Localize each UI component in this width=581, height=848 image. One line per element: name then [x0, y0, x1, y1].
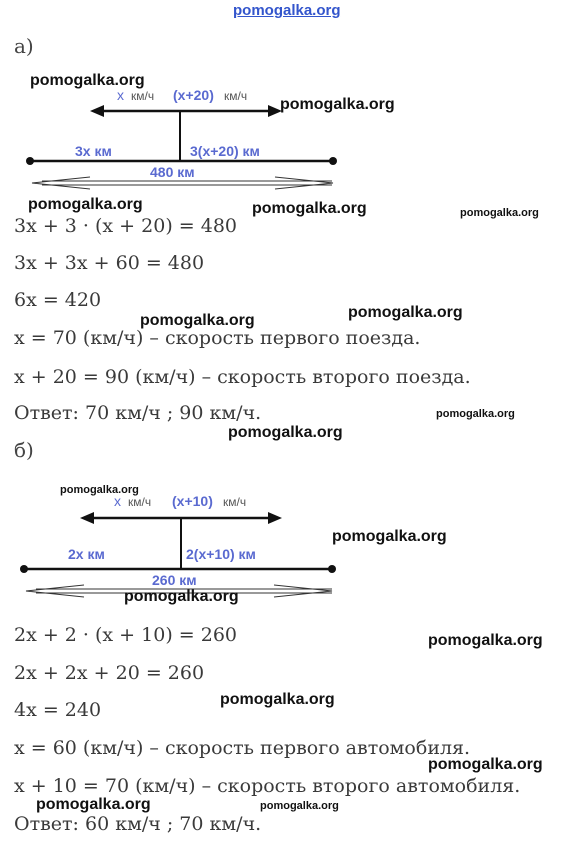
b-total-arrow-left [26, 585, 84, 597]
a-answer: Ответ: 70 км/ч ; 90 км/ч. [14, 402, 262, 424]
a-dist-left: 3x км [75, 143, 112, 159]
a-eq-5: x + 20 = 90 (км/ч) – скорость второго поезда. [14, 366, 471, 388]
a-speed-left-unit: км/ч [131, 89, 155, 103]
b-speed-left-var: x [114, 493, 121, 509]
part-b-label: б) [14, 438, 34, 462]
a-speed-right-var: (x+20) [173, 87, 214, 103]
b-total-arrow-right [274, 585, 332, 597]
a-point-right [329, 157, 337, 165]
watermark: pomogalka.org [428, 632, 543, 649]
watermark-top[interactable]: pomogalka.org [233, 2, 341, 19]
a-eq-2: 3x + 3x + 60 = 480 [14, 252, 205, 274]
b-eq-4: x = 60 (км/ч) – скорость первого автомобиля. [14, 737, 471, 759]
watermark: pomogalka.org [220, 691, 335, 708]
watermark: pomogalka.org [252, 200, 367, 217]
b-eq-2: 2x + 2x + 20 = 260 [14, 662, 205, 684]
watermark: pomogalka.org [260, 800, 339, 812]
a-dist-right: 3(x+20) км [190, 143, 260, 159]
watermark: pomogalka.org [60, 484, 139, 496]
a-eq-1: 3x + 3 · (x + 20) = 480 [14, 215, 237, 237]
watermark: pomogalka.org [140, 312, 255, 329]
a-speed-right-unit: км/ч [224, 89, 248, 103]
b-eq-5: x + 10 = 70 (км/ч) – скорость второго автомобиля. [14, 775, 521, 797]
b-dist-left: 2x км [68, 546, 105, 562]
b-point-left [20, 565, 28, 573]
b-speed-left-unit: км/ч [128, 495, 152, 509]
b-speed-right-unit: км/ч [223, 495, 247, 509]
watermark: pomogalka.org [30, 72, 145, 89]
a-total-arrow-left [32, 177, 90, 189]
watermark: pomogalka.org [228, 424, 343, 441]
b-point-right [328, 565, 336, 573]
b-arrowhead-left [80, 512, 94, 524]
b-eq-1: 2x + 2 · (x + 10) = 260 [14, 624, 237, 646]
watermark: pomogalka.org [124, 588, 239, 605]
b-speed-right-var: (x+10) [172, 493, 213, 509]
watermark: pomogalka.org [280, 96, 395, 113]
watermark: pomogalka.org [348, 304, 463, 321]
b-total: 260 км [152, 572, 197, 588]
watermark: pomogalka.org [460, 207, 539, 219]
a-arrowhead-left [90, 105, 104, 117]
watermark: pomogalka.org [28, 196, 143, 213]
watermark: pomogalka.org [428, 756, 543, 773]
b-dist-right: 2(x+10) км [186, 546, 256, 562]
b-answer: Ответ: 60 км/ч ; 70 км/ч. [14, 813, 262, 835]
a-eq-4: x = 70 (км/ч) – скорость первого поезда. [14, 327, 421, 349]
watermark: pomogalka.org [436, 408, 515, 420]
b-eq-3: 4x = 240 [14, 699, 102, 721]
a-speed-left-var: x [117, 87, 124, 103]
watermark: pomogalka.org [36, 796, 151, 813]
a-total-arrow-right [275, 177, 333, 189]
a-point-left [26, 157, 34, 165]
part-a-label: а) [14, 34, 34, 58]
a-total: 480 км [150, 164, 195, 180]
watermark: pomogalka.org [332, 528, 447, 545]
a-eq-3: 6x = 420 [14, 289, 102, 311]
b-arrowhead-right [268, 512, 282, 524]
